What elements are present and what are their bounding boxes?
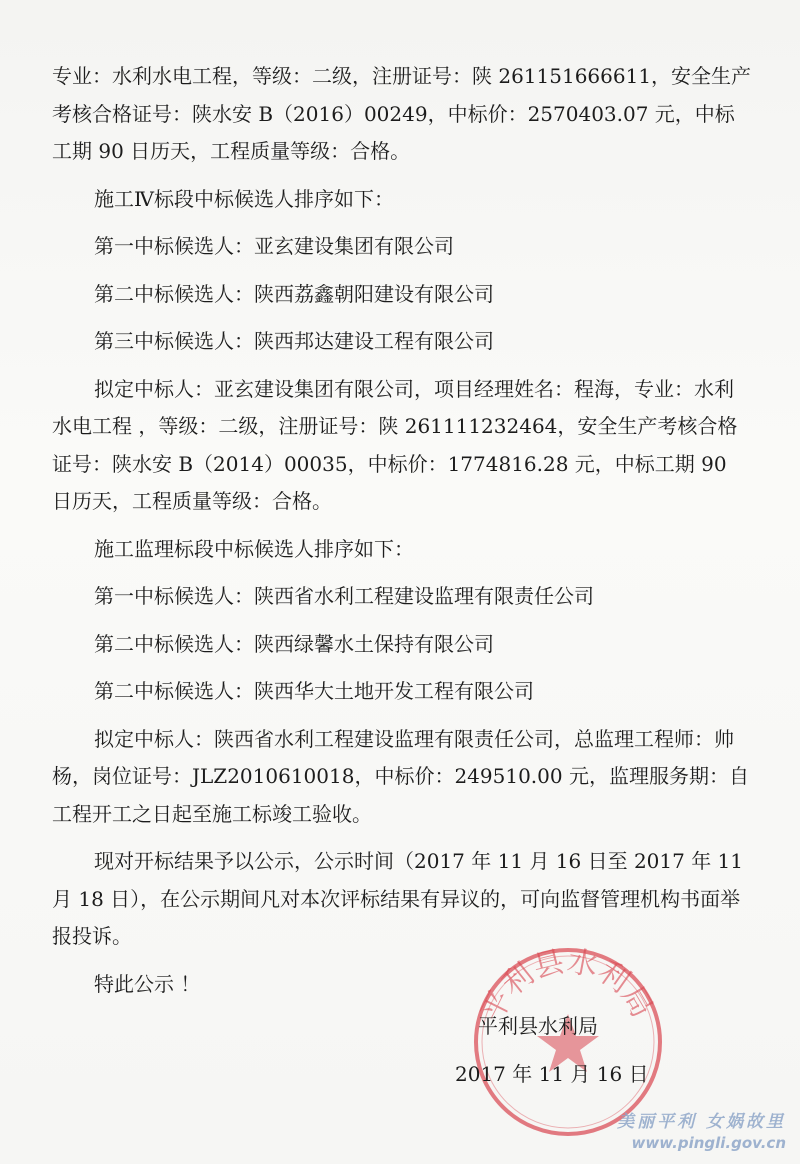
proposed-winner-lot-4: 拟定中标人：亚玄建设集团有限公司，项目经理姓名：程海，专业：水利水电工程 ，等级：二级，注册证号：陕 261111232464，安全生产考核合格证号：陕水安 B（2014）00035，中标价：1774816.28 元，中标工期 90 日历天，工程质量等级：合格。 — [52, 376, 738, 513]
svg-text:平利县水利局: 平利县水利局 — [474, 943, 660, 1028]
proposed-winner-supervision: 拟定中标人：陕西省水利工程建设监理有限责任公司，总监理工程师：帅杨，岗位证号：JLZ2010610018，中标价：249510.00 元，监理服务期：自工程开工之日起至施工标竣工验收。 — [52, 726, 749, 826]
candidate-second-supervision: 第二中标候选人：陕西绿馨水土保持有限公司 — [94, 631, 494, 656]
candidate-first-lot-4: 第一中标候选人：亚玄建设集团有限公司 — [94, 234, 454, 258]
candidate-first-supervision: 第一中标候选人：陕西省水利工程建设监理有限责任公司 — [94, 584, 594, 608]
section-heading-lot-4: 施工Ⅳ标段中标候选人排序如下： — [94, 186, 394, 211]
candidate-third-supervision: 第二中标候选人：陕西华大土地开发工程有限公司 — [94, 679, 534, 703]
site-watermark — [617, 1107, 786, 1152]
section-heading-supervision: 施工监理标段中标候选人排序如下： — [94, 536, 414, 561]
notice-body — [52, 58, 752, 1003]
candidate-second-lot-4: 第二中标候选人：陕西荔鑫朝阳建设有限公司 — [94, 281, 494, 306]
issue-date: 2017 年 11 月 16 日 — [455, 1062, 649, 1086]
watermark-url: www.pingli.gov.cn — [631, 1134, 786, 1152]
candidate-third-lot-4: 第三中标候选人：陕西邦达建设工程有限公司 — [94, 329, 494, 353]
issuer-name: 平利县水利局 — [478, 1014, 598, 1038]
closing-remark: 特此公示 ！ — [94, 971, 201, 996]
paragraph-continued-qualifications: 专业：水利水电工程，等级：二级，注册证号：陕 261151666611，安全生产考核合格证号：陕水安 B（2016）00249，中标价：2570403.07 元，中标工期 90 日历天，工程质量等级：合格。 — [52, 64, 752, 163]
watermark-slogan: 美丽平利 女娲故里 — [617, 1112, 786, 1132]
publicity-notice: 现对开标结果予以公示，公示时间（2017 年 11 月 16 日至 2017 年 11 月 18 日），在公示期间凡对本次评标结果有异议的，可向监督管理机构书面举报投诉。 — [52, 849, 744, 948]
